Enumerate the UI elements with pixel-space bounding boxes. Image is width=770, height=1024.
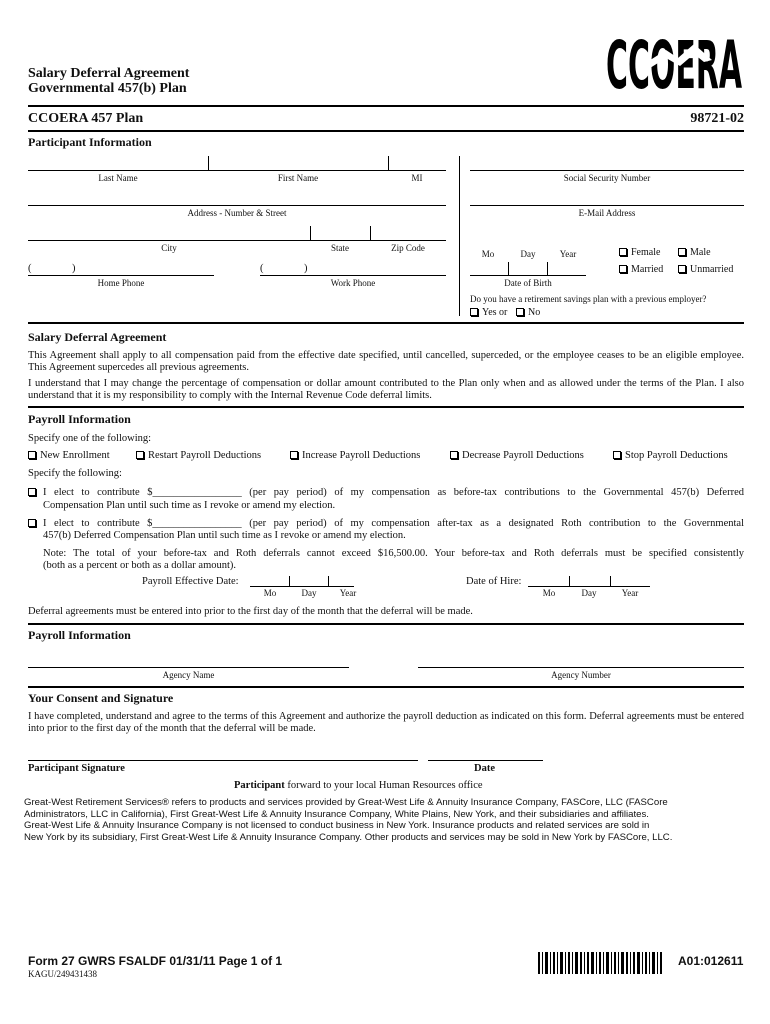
checkbox-icon[interactable] <box>619 265 627 273</box>
field-tick <box>610 576 611 586</box>
effective-date-label: Payroll Effective Date: <box>142 576 239 587</box>
agency-number-field[interactable] <box>418 667 744 668</box>
agency-name-field[interactable] <box>28 667 349 668</box>
home-phone-paren-close: ) <box>72 263 76 274</box>
checkbox-icon[interactable] <box>613 451 621 459</box>
checkbox-icon[interactable] <box>136 451 144 459</box>
dob-label: Date of Birth <box>504 278 552 288</box>
logo-text: CCOERA <box>606 27 742 96</box>
plan-number: 98721-02 <box>690 111 744 126</box>
no-label: No <box>528 307 541 318</box>
dob-field[interactable] <box>470 275 586 276</box>
date-of-hire-field[interactable] <box>528 586 650 587</box>
participant-section-title: Participant Information <box>28 135 152 149</box>
previous-plan-no[interactable] <box>516 307 540 318</box>
checkbox-icon[interactable] <box>678 248 686 256</box>
home-phone-paren-open: ( <box>28 263 32 274</box>
option-stop-deductions[interactable] <box>613 450 728 461</box>
ssn-label: Social Security Number <box>563 173 651 183</box>
ssn-field[interactable] <box>470 170 744 171</box>
ccoera-logo <box>604 24 744 96</box>
agency-number-label: Agency Number <box>551 670 611 680</box>
signature-date-field[interactable] <box>428 760 543 761</box>
checkbox-icon[interactable] <box>28 488 36 496</box>
barcode-icon <box>538 952 662 974</box>
checkbox-icon[interactable] <box>290 451 298 459</box>
payroll-section-title: Payroll Information <box>28 412 131 426</box>
female-label: Female <box>631 247 661 258</box>
checkbox-icon[interactable] <box>28 519 36 527</box>
consent-section-title: Your Consent and Signature <box>28 691 174 705</box>
deferral-timing-note: Deferral agreements must be entered into prior to the first day of the month that the deferral will be made. <box>28 606 473 617</box>
city-state-zip-field[interactable] <box>28 240 446 241</box>
name-field[interactable] <box>28 170 446 171</box>
dob-day-label: Day <box>520 249 536 259</box>
option-restart-deductions[interactable] <box>136 450 261 461</box>
specify-one-label: Specify one of the following: <box>28 433 152 444</box>
form-title: Salary Deferral Agreement <box>28 66 190 81</box>
field-tick <box>208 156 209 170</box>
deferral-section-title: Salary Deferral Agreement <box>28 330 167 344</box>
field-tick <box>310 226 311 240</box>
field-tick <box>547 262 548 275</box>
male-option[interactable] <box>678 247 711 258</box>
pretax-election-text-1: I elect to contribute $_________________ (per pay period) of my compensation as before-tax contributions to the Governmental 457(b) Deferred <box>43 487 744 498</box>
forward-rest: forward to your local Human Resources office <box>284 780 483 791</box>
hire-mo-label: Mo <box>542 588 556 598</box>
married-label: Married <box>631 264 664 275</box>
checkbox-icon[interactable] <box>619 248 627 256</box>
home-phone-field[interactable] <box>28 275 214 276</box>
option-label: Increase Payroll Deductions <box>302 450 421 461</box>
option-label: Restart Payroll Deductions <box>148 450 262 461</box>
mi-label: MI <box>411 173 423 183</box>
pretax-election[interactable] <box>28 487 40 498</box>
checkbox-icon[interactable] <box>516 308 524 316</box>
forward-bold: Participant <box>234 780 285 791</box>
pretax-election-text-2: Compensation Plan until such time as I revoke or amend my election. <box>43 500 336 511</box>
work-phone-paren-close: ) <box>304 263 308 274</box>
yes-label: Yes or <box>482 307 508 318</box>
field-tick <box>569 576 570 586</box>
signature-label: Participant Signature <box>28 763 125 774</box>
form-code: KAGU/249431438 <box>28 969 97 979</box>
consent-paragraph: I have completed, understand and agree to the terms of this Agreement and authorize the payroll deduction as indicated on this form. Deferral agreements must be entered into prior to the first day of the month that the deferral will be made. <box>28 711 744 734</box>
option-label: New Enrollment <box>40 450 110 461</box>
deferral-paragraph-1: This Agreement shall apply to all compensation paid from the effective date specified, until cancelled, superceded, or the employee ceases to be an eligible employee. This Agreement supercedes all previous agreements. <box>28 350 744 373</box>
work-phone-paren-open: ( <box>260 263 264 274</box>
participant-signature-field[interactable] <box>28 760 418 761</box>
dob-mo-label: Mo <box>481 249 495 259</box>
hire-day-label: Day <box>581 588 597 598</box>
married-option[interactable] <box>619 264 663 275</box>
option-decrease-deductions[interactable] <box>450 450 584 461</box>
roth-election[interactable] <box>28 518 40 529</box>
agency-name-label: Agency Name <box>162 670 215 680</box>
address-label: Address - Number & Street <box>187 208 287 218</box>
disclaimer-line: Great-West Retirement Services® refers to products and services provided by Great-West Life & Annuity Insurance Company, FASCore, LLC (FASCore <box>24 797 668 808</box>
checkbox-icon[interactable] <box>450 451 458 459</box>
field-tick <box>388 156 389 170</box>
deferral-limit-note-2: (both as a percent or both as a dollar amount). <box>43 560 237 571</box>
option-new-enrollment[interactable] <box>28 450 110 461</box>
female-option[interactable] <box>619 247 660 258</box>
field-tick <box>370 226 371 240</box>
option-label: Stop Payroll Deductions <box>625 450 728 461</box>
zip-label: Zip Code <box>391 243 425 253</box>
forward-instruction <box>234 780 483 792</box>
effective-mo-label: Mo <box>263 588 277 598</box>
dob-year-label: Year <box>559 249 577 259</box>
disclaimer-line: Great-West Life & Annuity Insurance Company is not licensed to conduct business in New York. Insurance products and related services are sold in <box>24 820 650 832</box>
form-subtitle: Governmental 457(b) Plan <box>28 81 187 96</box>
date-of-hire-label: Date of Hire: <box>466 576 522 587</box>
roth-election-text-1: I elect to contribute $_________________ (per pay period) of my compensation after-tax as a designated Roth contribution to the Governmental <box>43 518 744 529</box>
plan-name: CCOERA 457 Plan <box>28 111 144 126</box>
email-field[interactable] <box>470 205 744 206</box>
divider <box>28 130 744 132</box>
effective-year-label: Year <box>339 588 357 598</box>
previous-plan-question: Do you have a retirement savings plan with a previous employer? <box>470 294 707 304</box>
specify-following-label: Specify the following: <box>28 468 122 479</box>
previous-plan-yes[interactable] <box>470 307 507 318</box>
divider <box>28 322 744 324</box>
option-label: Decrease Payroll Deductions <box>462 450 584 461</box>
work-phone-label: Work Phone <box>330 278 376 288</box>
form-id: A01:012611 <box>678 954 744 968</box>
deferral-paragraph-2: I understand that I may change the percentage of compensation or dollar amount contributed to the Plan only when and as allowed under the terms of the Plan. I also understand that it is my responsibility to comply with the Internal Revenue Code deferral limits. <box>28 378 744 401</box>
effective-day-label: Day <box>301 588 317 598</box>
last-name-label: Last Name <box>98 173 138 183</box>
field-tick <box>289 576 290 586</box>
email-label: E-Mail Address <box>578 208 636 218</box>
first-name-label: First Name <box>277 173 319 183</box>
divider <box>28 623 744 625</box>
field-tick <box>508 262 509 275</box>
state-label: State <box>331 243 349 253</box>
agency-section-title: Payroll Information <box>28 628 131 642</box>
field-tick <box>328 576 329 586</box>
address-field[interactable] <box>28 205 446 206</box>
checkbox-icon[interactable] <box>678 265 686 273</box>
disclaimer-line: Administrators, LLC in California), First Great-West Life & Annuity Insurance Company, White Plains, New York, and their subsidiaries and affiliates. <box>24 808 649 820</box>
unmarried-label: Unmarried <box>690 264 734 275</box>
city-label: City <box>161 243 177 253</box>
work-phone-field[interactable] <box>260 275 446 276</box>
divider <box>28 105 744 107</box>
column-divider <box>459 156 460 316</box>
legal-disclaimer <box>24 797 746 843</box>
roth-election-text-2: 457(b) Deferred Compensation Plan until such time as I revoke or amend my election. <box>43 530 406 541</box>
date-label: Date <box>474 763 495 774</box>
divider <box>28 406 744 408</box>
form-number: Form 27 GWRS FSALDF 01/31/11 Page 1 of 1 <box>28 954 283 968</box>
checkbox-icon[interactable] <box>470 308 478 316</box>
unmarried-option[interactable] <box>678 264 733 275</box>
male-label: Male <box>690 247 711 258</box>
disclaimer-line: New York by its subsidiary, First Great-West Life & Annuity Insurance Company. Other products and services may be sold in New York by FASCore, LLC. <box>24 831 673 843</box>
hire-year-label: Year <box>621 588 639 598</box>
divider <box>28 686 744 688</box>
effective-date-field[interactable] <box>250 586 354 587</box>
checkbox-icon[interactable] <box>28 451 36 459</box>
option-increase-deductions[interactable] <box>290 450 420 461</box>
deferral-limit-note-1: Note: The total of your before-tax and Roth deferrals cannot exceed $16,500.00. Your before-tax and Roth deferrals must be specified consistently <box>43 548 744 559</box>
home-phone-label: Home Phone <box>97 278 145 288</box>
